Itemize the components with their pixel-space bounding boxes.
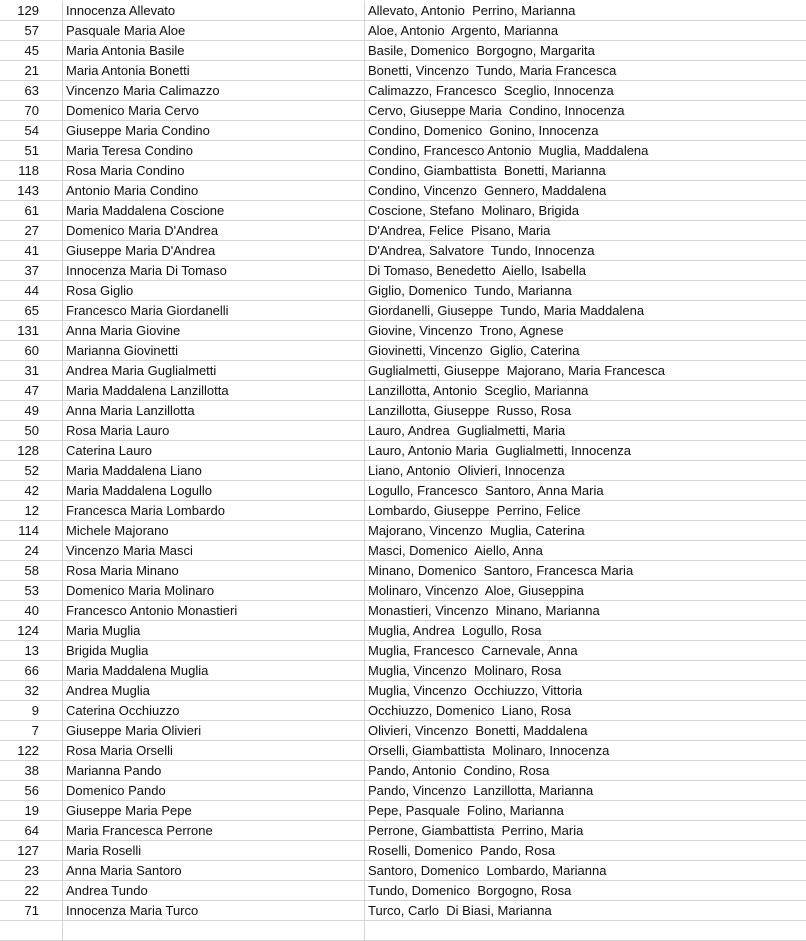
cell-name[interactable]: Michele Majorano	[63, 521, 365, 541]
cell-name[interactable]: Caterina Lauro	[63, 441, 365, 461]
table-row	[0, 341, 806, 361]
cell-name[interactable]: Andrea Tundo	[63, 881, 365, 901]
table-row	[0, 261, 806, 281]
cell-name[interactable]: Rosa Maria Minano	[63, 561, 365, 581]
cell-id[interactable]: 129	[0, 1, 63, 21]
table-row	[0, 401, 806, 421]
cell-id[interactable]: 56	[0, 781, 63, 801]
cell-parents[interactable]: Giovinetti, Vincenzo Giglio, Caterina	[365, 341, 806, 361]
table-row	[0, 281, 806, 301]
cell-id[interactable]: 47	[0, 381, 63, 401]
cell-parents[interactable]: Giordanelli, Giuseppe Tundo, Maria Maddalena	[365, 301, 806, 321]
cell-parents[interactable]: Logullo, Francesco Santoro, Anna Maria	[365, 481, 806, 501]
cell-name[interactable]: Giuseppe Maria Pepe	[63, 801, 365, 821]
cell-id[interactable]: 143	[0, 181, 63, 201]
cell-name[interactable]: Vincenzo Maria Masci	[63, 541, 365, 561]
cell-name[interactable]: Giuseppe Maria Condino	[63, 121, 365, 141]
table-row	[0, 901, 806, 921]
cell-parents[interactable]: Cervo, Giuseppe Maria Condino, Innocenza	[365, 101, 806, 121]
cell-name[interactable]: Rosa Maria Orselli	[63, 741, 365, 761]
cell-id[interactable]: 9	[0, 701, 63, 721]
cell-id[interactable]: 52	[0, 461, 63, 481]
cell-name[interactable]: Pasquale Maria Aloe	[63, 21, 365, 41]
cell-name[interactable]: Anna Maria Lanzillotta	[63, 401, 365, 421]
cell-name[interactable]: Maria Maddalena Liano	[63, 461, 365, 481]
cell-parents[interactable]: Coscione, Stefano Molinaro, Brigida	[365, 201, 806, 221]
cell-name[interactable]: Maria Antonia Bonetti	[63, 61, 365, 81]
cell-name[interactable]: Brigida Muglia	[63, 641, 365, 661]
cell-parents[interactable]: Allevato, Antonio Perrino, Marianna	[365, 1, 806, 21]
cell-id[interactable]: 128	[0, 441, 63, 461]
cell-id[interactable]: 23	[0, 861, 63, 881]
cell-parents[interactable]: Di Tomaso, Benedetto Aiello, Isabella	[365, 261, 806, 281]
cell-id[interactable]: 41	[0, 241, 63, 261]
cell-name[interactable]: Maria Teresa Condino	[63, 141, 365, 161]
table-row	[0, 521, 806, 541]
cell-parents[interactable]: Perrone, Giambattista Perrino, Maria	[365, 821, 806, 841]
table-row	[0, 741, 806, 761]
cell-parents[interactable]: Occhiuzzo, Domenico Liano, Rosa	[365, 701, 806, 721]
table-row	[0, 841, 806, 861]
table-row	[0, 561, 806, 581]
table-row	[0, 101, 806, 121]
cell-id[interactable]	[0, 921, 63, 941]
cell-id[interactable]: 60	[0, 341, 63, 361]
cell-id[interactable]: 57	[0, 21, 63, 41]
table-row	[0, 621, 806, 641]
table-row	[0, 701, 806, 721]
cell-name[interactable]: Anna Maria Giovine	[63, 321, 365, 341]
cell-parents[interactable]: Turco, Carlo Di Biasi, Marianna	[365, 901, 806, 921]
table-row	[0, 801, 806, 821]
cell-id[interactable]: 53	[0, 581, 63, 601]
cell-parents[interactable]: Pando, Antonio Condino, Rosa	[365, 761, 806, 781]
table-row	[0, 201, 806, 221]
cell-parents[interactable]: Olivieri, Vincenzo Bonetti, Maddalena	[365, 721, 806, 741]
table-row	[0, 121, 806, 141]
cell-id[interactable]: 50	[0, 421, 63, 441]
table-row	[0, 161, 806, 181]
cell-id[interactable]: 12	[0, 501, 63, 521]
cell-name[interactable]: Rosa Giglio	[63, 281, 365, 301]
table-row	[0, 241, 806, 261]
table-row	[0, 381, 806, 401]
cell-parents[interactable]: Lanzillotta, Giuseppe Russo, Rosa	[365, 401, 806, 421]
cell-id[interactable]: 49	[0, 401, 63, 421]
table-row	[0, 321, 806, 341]
cell-id[interactable]: 37	[0, 261, 63, 281]
cell-id[interactable]: 58	[0, 561, 63, 581]
table-row	[0, 681, 806, 701]
cell-name[interactable]: Andrea Maria Guglialmetti	[63, 361, 365, 381]
cell-id[interactable]: 40	[0, 601, 63, 621]
cell-name[interactable]: Maria Francesca Perrone	[63, 821, 365, 841]
cell-parents[interactable]: D'Andrea, Salvatore Tundo, Innocenza	[365, 241, 806, 261]
cell-name[interactable]: Francesco Antonio Monastieri	[63, 601, 365, 621]
cell-parents[interactable]: Lauro, Antonio Maria Guglialmetti, Innocenza	[365, 441, 806, 461]
table-row	[0, 61, 806, 81]
cell-id[interactable]: 24	[0, 541, 63, 561]
cell-parents[interactable]	[365, 921, 806, 941]
cell-id[interactable]: 124	[0, 621, 63, 641]
table-row	[0, 461, 806, 481]
cell-id[interactable]: 70	[0, 101, 63, 121]
cell-parents[interactable]: Minano, Domenico Santoro, Francesca Maria	[365, 561, 806, 581]
cell-id[interactable]: 27	[0, 221, 63, 241]
cell-name[interactable]: Maria Maddalena Logullo	[63, 481, 365, 501]
cell-name[interactable]: Giuseppe Maria Olivieri	[63, 721, 365, 741]
cell-name[interactable]: Antonio Maria Condino	[63, 181, 365, 201]
cell-name[interactable]: Rosa Maria Condino	[63, 161, 365, 181]
cell-parents[interactable]: Giglio, Domenico Tundo, Marianna	[365, 281, 806, 301]
cell-id[interactable]: 54	[0, 121, 63, 141]
table-row	[0, 141, 806, 161]
table-row	[0, 881, 806, 901]
cell-parents[interactable]: Aloe, Antonio Argento, Marianna	[365, 21, 806, 41]
table-row	[0, 41, 806, 61]
cell-parents[interactable]: Giovine, Vincenzo Trono, Agnese	[365, 321, 806, 341]
cell-id[interactable]: 19	[0, 801, 63, 821]
cell-parents[interactable]: Basile, Domenico Borgogno, Margarita	[365, 41, 806, 61]
cell-parents[interactable]: Muglia, Vincenzo Occhiuzzo, Vittoria	[365, 681, 806, 701]
cell-name[interactable]: Marianna Pando	[63, 761, 365, 781]
cell-parents[interactable]: Guglialmetti, Giuseppe Majorano, Maria Francesca	[365, 361, 806, 381]
cell-id[interactable]: 44	[0, 281, 63, 301]
cell-parents[interactable]: Condino, Vincenzo Gennero, Maddalena	[365, 181, 806, 201]
cell-parents[interactable]: Tundo, Domenico Borgogno, Rosa	[365, 881, 806, 901]
cell-parents[interactable]: Liano, Antonio Olivieri, Innocenza	[365, 461, 806, 481]
cell-parents[interactable]: Pepe, Pasquale Folino, Marianna	[365, 801, 806, 821]
cell-name[interactable]: Marianna Giovinetti	[63, 341, 365, 361]
cell-name[interactable]: Maria Antonia Basile	[63, 41, 365, 61]
cell-name[interactable]: Domenico Maria D'Andrea	[63, 221, 365, 241]
table-row	[0, 781, 806, 801]
table-row	[0, 641, 806, 661]
cell-parents[interactable]: Condino, Giambattista Bonetti, Marianna	[365, 161, 806, 181]
cell-name[interactable]: Francesca Maria Lombardo	[63, 501, 365, 521]
cell-parents[interactable]: Bonetti, Vincenzo Tundo, Maria Francesca	[365, 61, 806, 81]
cell-name[interactable]: Maria Maddalena Lanzillotta	[63, 381, 365, 401]
cell-parents[interactable]: Masci, Domenico Aiello, Anna	[365, 541, 806, 561]
cell-parents[interactable]: Lanzillotta, Antonio Sceglio, Marianna	[365, 381, 806, 401]
cell-id[interactable]: 51	[0, 141, 63, 161]
cell-id[interactable]: 7	[0, 721, 63, 741]
cell-id[interactable]: 38	[0, 761, 63, 781]
table-row	[0, 81, 806, 101]
table-row	[0, 1, 806, 21]
table-row	[0, 181, 806, 201]
cell-parents[interactable]: Calimazzo, Francesco Sceglio, Innocenza	[365, 81, 806, 101]
table-row	[0, 921, 806, 941]
table-row	[0, 721, 806, 741]
cell-id[interactable]: 13	[0, 641, 63, 661]
cell-id[interactable]: 31	[0, 361, 63, 381]
cell-parents[interactable]: Molinaro, Vincenzo Aloe, Giuseppina	[365, 581, 806, 601]
cell-parents[interactable]: Condino, Francesco Antonio Muglia, Maddalena	[365, 141, 806, 161]
cell-parents[interactable]: Condino, Domenico Gonino, Innocenza	[365, 121, 806, 141]
table-row	[0, 821, 806, 841]
cell-id[interactable]: 71	[0, 901, 63, 921]
cell-parents[interactable]: Roselli, Domenico Pando, Rosa	[365, 841, 806, 861]
cell-parents[interactable]: D'Andrea, Felice Pisano, Maria	[365, 221, 806, 241]
cell-parents[interactable]: Pando, Vincenzo Lanzillotta, Marianna	[365, 781, 806, 801]
cell-name[interactable]: Rosa Maria Lauro	[63, 421, 365, 441]
table-row	[0, 661, 806, 681]
cell-name[interactable]: Francesco Maria Giordanelli	[63, 301, 365, 321]
cell-id[interactable]: 32	[0, 681, 63, 701]
spreadsheet-grid	[0, 1, 806, 941]
cell-parents[interactable]: Lombardo, Giuseppe Perrino, Felice	[365, 501, 806, 521]
cell-parents[interactable]: Muglia, Andrea Logullo, Rosa	[365, 621, 806, 641]
cell-id[interactable]: 131	[0, 321, 63, 341]
table-row	[0, 441, 806, 461]
table-row	[0, 481, 806, 501]
cell-parents[interactable]: Majorano, Vincenzo Muglia, Caterina	[365, 521, 806, 541]
cell-parents[interactable]: Santoro, Domenico Lombardo, Marianna	[365, 861, 806, 881]
cell-parents[interactable]: Monastieri, Vincenzo Minano, Marianna	[365, 601, 806, 621]
cell-id[interactable]: 114	[0, 521, 63, 541]
table-row	[0, 541, 806, 561]
cell-parents[interactable]: Muglia, Vincenzo Molinaro, Rosa	[365, 661, 806, 681]
cell-name[interactable]: Andrea Muglia	[63, 681, 365, 701]
cell-id[interactable]: 42	[0, 481, 63, 501]
cell-parents[interactable]: Orselli, Giambattista Molinaro, Innocenza	[365, 741, 806, 761]
cell-name[interactable]: Giuseppe Maria D'Andrea	[63, 241, 365, 261]
cell-name[interactable]: Maria Maddalena Coscione	[63, 201, 365, 221]
cell-id[interactable]: 118	[0, 161, 63, 181]
cell-id[interactable]: 22	[0, 881, 63, 901]
cell-id[interactable]: 127	[0, 841, 63, 861]
cell-name[interactable]: Vincenzo Maria Calimazzo	[63, 81, 365, 101]
cell-name[interactable]: Domenico Pando	[63, 781, 365, 801]
cell-parents[interactable]: Muglia, Francesco Carnevale, Anna	[365, 641, 806, 661]
cell-name[interactable]: Maria Maddalena Muglia	[63, 661, 365, 681]
table-row	[0, 361, 806, 381]
cell-name[interactable]: Innocenza Maria Turco	[63, 901, 365, 921]
cell-id[interactable]: 122	[0, 741, 63, 761]
table-row	[0, 581, 806, 601]
cell-parents[interactable]: Lauro, Andrea Guglialmetti, Maria	[365, 421, 806, 441]
cell-name[interactable]: Caterina Occhiuzzo	[63, 701, 365, 721]
cell-name[interactable]: Maria Roselli	[63, 841, 365, 861]
cell-name[interactable]: Innocenza Maria Di Tomaso	[63, 261, 365, 281]
cell-name[interactable]: Anna Maria Santoro	[63, 861, 365, 881]
table-row	[0, 601, 806, 621]
cell-id[interactable]: 65	[0, 301, 63, 321]
cell-id[interactable]: 21	[0, 61, 63, 81]
cell-name[interactable]: Maria Muglia	[63, 621, 365, 641]
cell-name[interactable]: Innocenza Allevato	[63, 1, 365, 21]
table-row	[0, 221, 806, 241]
cell-id[interactable]: 61	[0, 201, 63, 221]
cell-name[interactable]	[63, 921, 365, 941]
table-row	[0, 761, 806, 781]
cell-id[interactable]: 66	[0, 661, 63, 681]
table-row	[0, 501, 806, 521]
table-row	[0, 861, 806, 881]
table-row	[0, 421, 806, 441]
table-row	[0, 21, 806, 41]
cell-id[interactable]: 64	[0, 821, 63, 841]
cell-id[interactable]: 45	[0, 41, 63, 61]
cell-name[interactable]: Domenico Maria Molinaro	[63, 581, 365, 601]
cell-name[interactable]: Domenico Maria Cervo	[63, 101, 365, 121]
cell-id[interactable]: 63	[0, 81, 63, 101]
table-row	[0, 301, 806, 321]
